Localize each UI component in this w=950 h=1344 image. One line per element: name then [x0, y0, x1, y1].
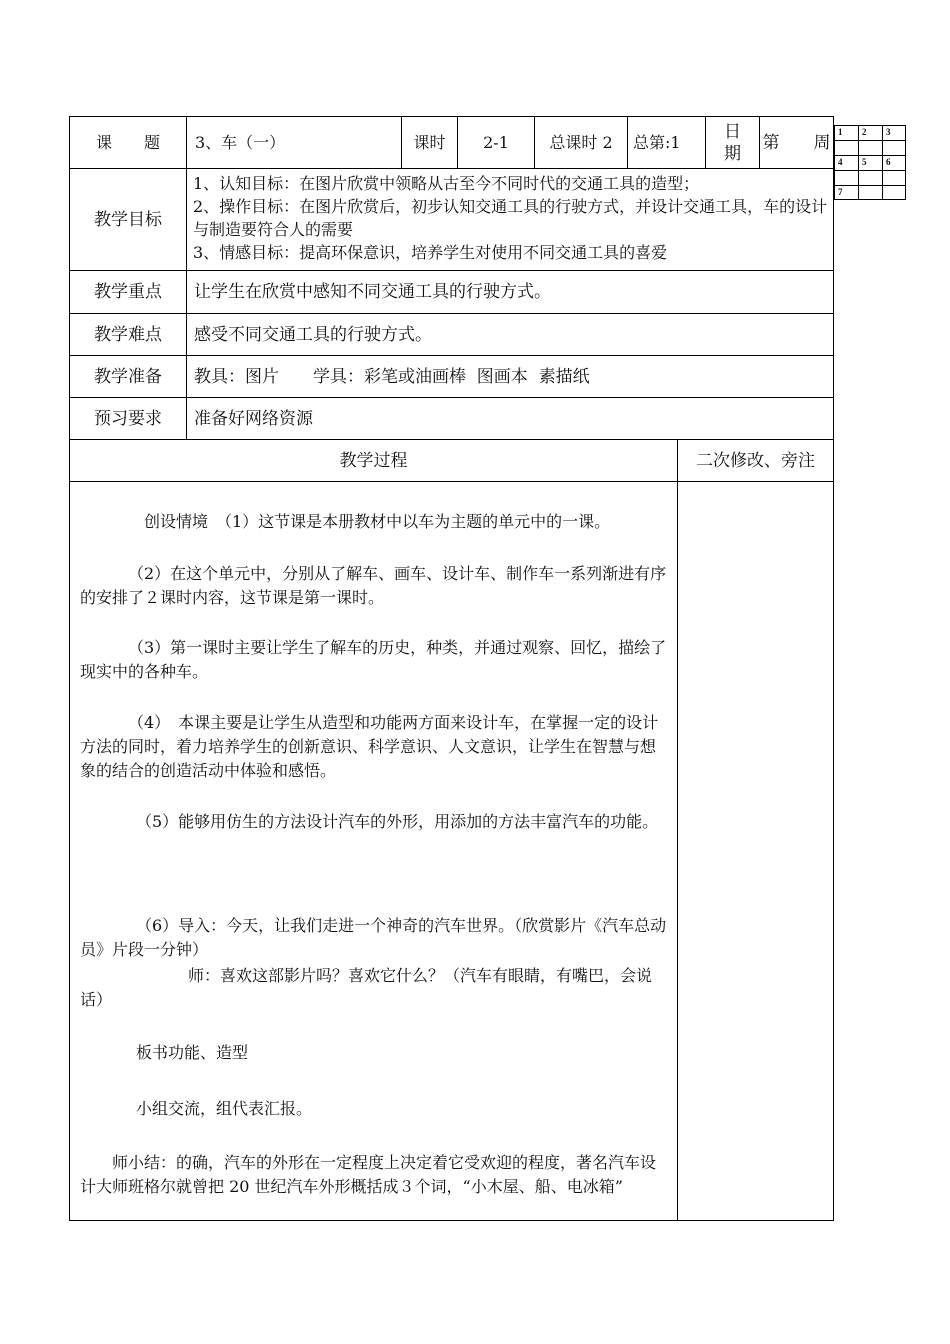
topic-label: 课 题 — [95, 132, 160, 152]
calendar-mini-grid — [834, 125, 906, 200]
key-points-value: 让学生在欣赏中感知不同交通工具的行驶方式。 — [194, 282, 551, 302]
week-label: 第 周 — [762, 132, 831, 153]
grid-cell — [834, 170, 858, 185]
notes-header: 二次修改、旁注 — [696, 450, 815, 471]
grid-cell: 2 — [858, 125, 882, 140]
date-label: 日 期 — [724, 121, 741, 164]
process-paragraph: （6）导入：今天，让我们走进一个神奇的汽车世界。（欣赏影片《汽车总动员》片段一分钟） — [80, 916, 667, 959]
process-paragraph: 创设情境 （1）这节课是本册教材中以车为主题的单元中的一课。 — [112, 512, 611, 531]
grid-cell — [858, 170, 882, 185]
goal-item-cognitive: 1、认知目标：在图片欣赏中领略从古至今不同时代的交通工具的造型； — [193, 174, 700, 193]
grid-cell: 7 — [834, 185, 858, 200]
process-paragraph: （5）能够用仿生的方法设计汽车的外形，用添加的方法丰富汽车的功能。 — [136, 812, 659, 831]
goal-item-operation: 2、操作目标：在图片欣赏后，初步认知交通工具的行驶方式，并设计交通工具，车的设计与制造要符合人的需要 — [193, 197, 828, 239]
grid-cell — [882, 170, 906, 185]
grid-cell: 4 — [834, 155, 858, 170]
process-paragraph: （3）第一课时主要让学生了解车的历史，种类，并通过观察、回忆，描绘了现实中的各种车。 — [80, 638, 667, 681]
total-number: 总第:1 — [633, 132, 681, 152]
difficulty-value: 感受不同交通工具的行驶方式。 — [194, 324, 432, 345]
goals-label: 教学目标 — [94, 209, 162, 230]
grid-cell — [834, 140, 858, 155]
process-paragraph: 师小结：的确，汽车的外形在一定程度上决定着它受欢迎的程度，著名汽车设计大师班格尔就曾把 20 世纪汽车外形概括成３个词，“小木屋、船、电冰箱” — [80, 1153, 657, 1196]
goal-item-emotion: 3、情感目标：提高环保意识，培养学生对使用不同交通工具的喜爱 — [193, 243, 668, 262]
total-periods: 总课时 2 — [549, 132, 613, 152]
grid-cell: 6 — [882, 155, 906, 170]
preparation-label: 教学准备 — [94, 366, 162, 387]
process-paragraph: （4） 本课主要是让学生从造型和功能两方面来设计车，在掌握一定的设计方法的同时，着力培养学生的创新意识、科学意识、人文意识，让学生在智慧与想象的结合的创造活动中体验和感悟。 — [80, 713, 659, 780]
grid-cell — [882, 140, 906, 155]
grid-cell — [858, 185, 882, 200]
grid-cell: 3 — [882, 125, 906, 140]
period-label: 课时 — [413, 132, 446, 152]
difficulty-label: 教学难点 — [94, 324, 162, 345]
goals-list — [193, 172, 829, 270]
grid-cell — [858, 140, 882, 155]
grid-cell — [882, 185, 906, 200]
process-paragraph: 小组交流，组代表汇报。 — [136, 1099, 313, 1118]
preparation-value: 教具：图片 学具：彩笔或油画棒 图画本 素描纸 — [194, 366, 590, 387]
key-points-label: 教学重点 — [94, 282, 162, 302]
period-value: 2-1 — [483, 132, 509, 152]
process-paragraph: 板书功能、造型 — [136, 1043, 249, 1062]
process-header: 教学过程 — [339, 450, 408, 471]
process-paragraph: 师：喜欢这部影片吗？喜欢它什么？（汽车有眼睛，有嘴巴，会说话） — [80, 966, 653, 1009]
grid-cell: 5 — [858, 155, 882, 170]
topic-value: 3、车（一） — [195, 132, 286, 152]
process-paragraph: （2）在这个单元中，分别从了解车、画车、设计车、制作车一系列渐进有序的安排了２课时内容，这节课是第一课时。 — [80, 564, 667, 607]
grid-cell: 1 — [834, 125, 858, 140]
preview-value: 准备好网络资源 — [194, 408, 313, 429]
preview-label: 预习要求 — [94, 408, 162, 429]
